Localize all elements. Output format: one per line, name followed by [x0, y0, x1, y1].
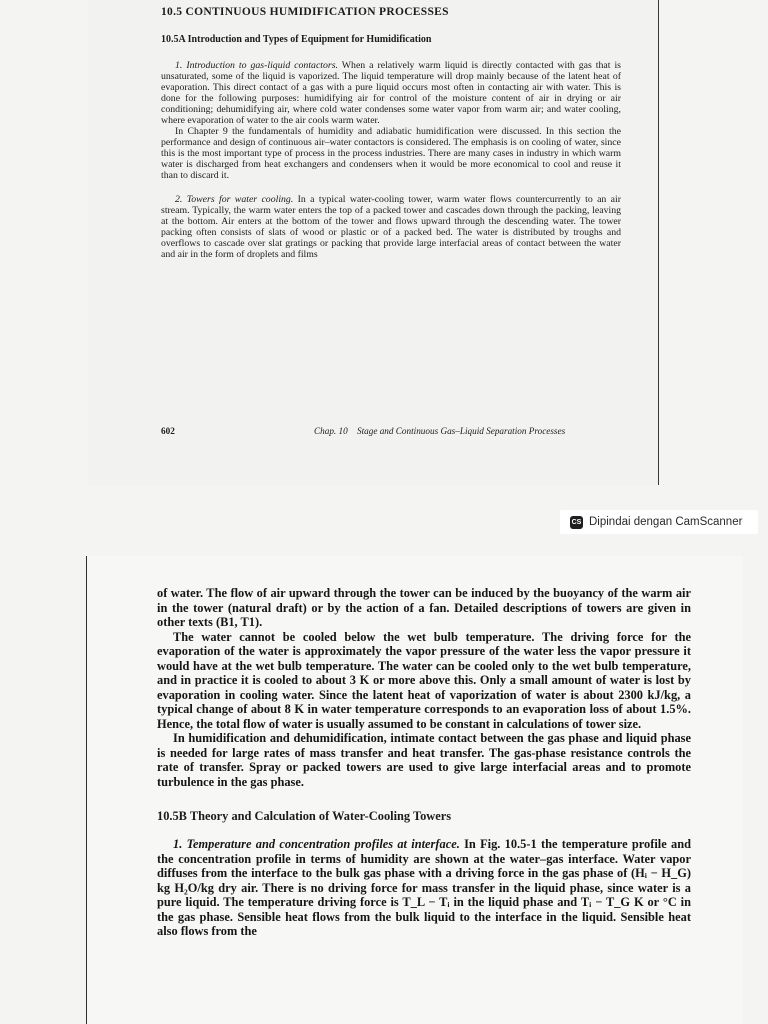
subsection-heading-theory: 10.5B Theory and Calculation of Water-Cooling Towers	[157, 809, 452, 823]
paragraph-profiles-at-interface	[157, 837, 691, 939]
paragraph-lead: 2. Towers for water cooling.	[175, 194, 294, 205]
footer-title: Stage and Continuous Gas–Liquid Separation Processes	[357, 426, 566, 436]
camscanner-logo-icon: CS	[570, 516, 583, 529]
paragraph-humidification-contact: In humidification and dehumidification, intimate contact between the gas phase and liquid phase is needed for large rates of mass transfer and heat transfer. The gas-phase resistance controls the rate of transfer. Spray or packed towers are used to give large interfacial areas and to promote turbulence in the gas phase.	[157, 731, 691, 789]
paragraph-body: In a typical water-cooling tower, warm water flows countercurrently to an air stream. Typically, the warm water enters the top of a packed tower and cascades down through the packing, leaving at the bottom. Air enters at the bottom of the tower and flows upward through the descending water. The tower packing often consists of slats of wood or plastic or of a packed bed. The water is distributed by troughs and overflows to cascade over slat gratings or packing that provide large interfacial areas of contact between the water and air in the form of droplets and films	[161, 194, 622, 260]
paragraph-chapter9: In Chapter 9 the fundamentals of humidity and adiabatic humidification were discussed. In this section the performance and design of continuous air–water contactors is considered. The emphasis is on cooling of water, since this is the most important type of process in the process industries. There are many cases in industry in which warm water is discharged from heat exchangers and condensers when it would be more economical to cool and reuse it than to discard it.	[161, 126, 621, 181]
footer-chapter: Chap. 10	[314, 426, 348, 436]
section-heading: 10.5 CONTINUOUS HUMIDIFICATION PROCESSES	[161, 6, 449, 18]
page-number: 602	[161, 426, 175, 436]
scanned-page-top	[88, 0, 659, 485]
camscanner-watermark	[560, 510, 758, 534]
paragraph-lead: 1. Introduction to gas-liquid contactors.	[175, 60, 338, 71]
paragraph-gas-liquid-contactors	[161, 60, 621, 126]
paragraph-airflow: of water. The flow of air upward through the tower can be induced by the buoyancy of the warm air in the tower (natural draft) or by the action of a fan. Detailed descriptions of towers are given in other texts (B1, T1).	[157, 586, 691, 629]
paragraph-lead: 1. Temperature and concentration profiles at interface.	[173, 837, 460, 851]
page-top-content	[161, 6, 621, 260]
paragraph-towers-water-cooling	[161, 194, 621, 260]
scanned-page-bottom	[86, 556, 743, 1024]
page-bottom-content	[157, 586, 691, 939]
subsection-heading: 10.5A Introduction and Types of Equipment for Humidification	[161, 34, 432, 45]
paragraph-wet-bulb: The water cannot be cooled below the wet bulb temperature. The driving force for the evaporation of the water is approximately the vapor pressure of the water less the vapor pressure it would have at the wet bulb temperature. The water can be cooled only to the wet bulb temperature, and in practice it is cooled to about 3 K or more above this. Only a small amount of water is lost by evaporation in cooling water. Since the latent heat of vaporization of water is about 2300 kJ/kg, a typical change of about 8 K in water temperature corresponds to an evaporation loss of about 1.5%. Hence, the total flow of water is usually assumed to be constant in calculations of tower size.	[157, 629, 691, 731]
paragraph-body: In Fig. 10.5-1 the temperature profile and the concentration profile in terms of humidity are shown at the water–gas interface. Water vapor diffuses from the interface to the bulk gas phase with a driving force in the gas phase of (Hᵢ − H_G) kg H₂O/kg dry air. There is no driving force for mass transfer in the liquid phase, since water is a pure liquid. The temperature driving force is T_L − Tᵢ in the liquid phase and Tᵢ − T_G K or °C in the gas phase. Sensible heat flows from the bulk liquid to the interface in the liquid. Sensible heat also flows from the	[157, 837, 691, 938]
watermark-text: Dipindai dengan CamScanner	[589, 516, 743, 528]
paragraph-body: When a relatively warm liquid is directly contacted with gas that is unsaturated, some of the liquid is vaporized. The liquid temperature will drop mainly because of the latent heat of evaporation. This direct contact of a gas with a pure liquid occurs most often in contacting air with water. This is done for the following purposes: humidifying air for control of the moisture content of air in drying or air conditioning; dehumidifying air, where cold water condenses some water vapor from warm air; and water cooling, where evaporation of water to the air cools warm water.	[161, 60, 621, 126]
